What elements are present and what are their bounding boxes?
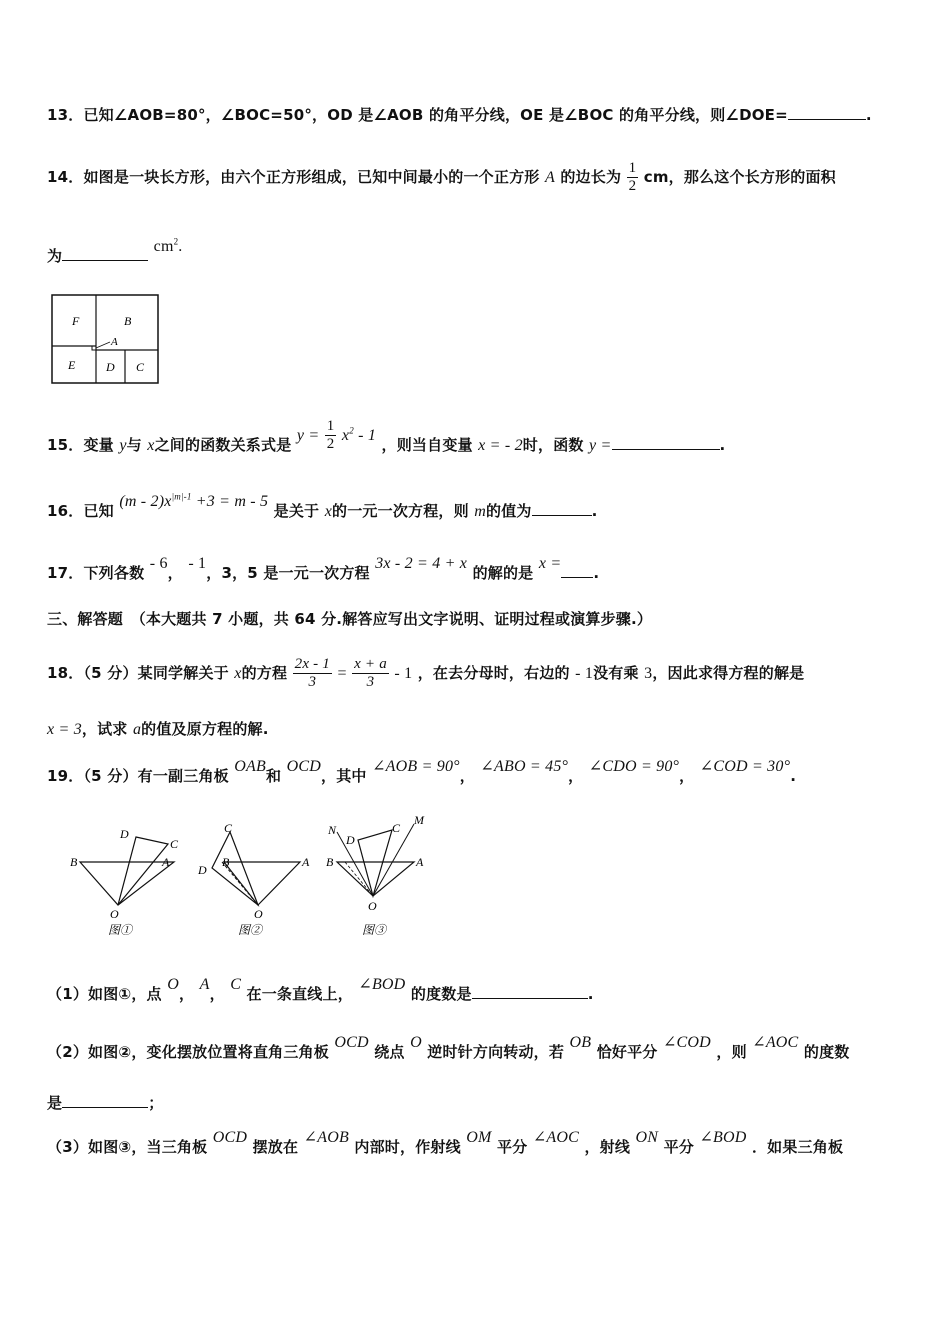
angle-cod: ∠COD = 30°: [699, 758, 791, 775]
separator: ，: [167, 564, 183, 582]
label-c: C: [224, 821, 233, 835]
answer-blank[interactable]: [612, 435, 720, 450]
caption-fig3: 图③: [362, 923, 387, 937]
label-a: A: [302, 855, 310, 869]
question-text: ，因此求得方程的解是: [652, 664, 805, 682]
numerator: 1: [326, 418, 335, 434]
variable-a: A: [544, 169, 555, 186]
exponent: 2: [349, 425, 354, 436]
label-a: A: [111, 336, 118, 348]
question-text: 的解的是: [472, 564, 534, 582]
period: .: [593, 564, 600, 582]
unit: cm: [153, 238, 174, 255]
question-text: 平分: [496, 1138, 528, 1156]
label-b: B: [124, 314, 132, 328]
formula: [119, 493, 268, 510]
formula-tail: - 1: [394, 665, 413, 682]
question-text: ，在去分母时，右边的: [417, 664, 570, 682]
question-text: 如图是一块长方形，由六个正方形组成，已知中间最小的一个正方形: [83, 168, 540, 186]
answer-lhs: y =: [589, 437, 612, 454]
question-19-part2-line2: [47, 1092, 163, 1113]
question-text: 的方程: [241, 664, 288, 682]
question-text: 恰好平分: [596, 1043, 658, 1061]
question-text: 时，函数: [522, 436, 584, 454]
question-text: ，则当自变量: [381, 436, 473, 454]
variable-x: x: [147, 437, 155, 454]
question-text: （5 分）某同学解关于: [83, 664, 229, 682]
variable-x: x: [234, 665, 242, 682]
label-d: D: [120, 827, 129, 841]
label-e: E: [68, 358, 76, 372]
triangle-ocd: [212, 832, 258, 905]
number: - 6: [149, 555, 168, 572]
point-o: O: [167, 976, 179, 993]
question-19: [47, 758, 797, 786]
separator: ，: [568, 767, 584, 785]
fraction-one-half: [627, 160, 639, 195]
ray-om: OM: [466, 1129, 492, 1146]
angle-cod: ∠COD: [662, 1034, 711, 1051]
triangle-ocd: OCD: [212, 1129, 248, 1146]
question-text: ，3，5 是一元一次方程: [206, 564, 370, 582]
label-c: C: [136, 360, 145, 374]
period: .: [865, 106, 872, 124]
question-14: [47, 160, 836, 195]
equals-sign: =: [337, 665, 347, 682]
figure-3: [326, 813, 425, 937]
separator: ，: [459, 767, 475, 785]
period: .: [719, 436, 726, 454]
denominator: 2: [326, 436, 335, 452]
variable-a: a: [132, 721, 142, 738]
exponent: |m|-1: [171, 491, 192, 502]
question-text: 为: [47, 247, 63, 265]
label-c: C: [170, 837, 179, 851]
separator: ，: [679, 767, 695, 785]
question-number: 15．: [47, 436, 84, 454]
semicolon: ；: [148, 1094, 164, 1112]
angle-aoc: ∠AOC: [532, 1129, 580, 1146]
unit-cm2: [154, 238, 183, 255]
question-text: 的值及原方程的解.: [141, 720, 269, 738]
question-text: cm，那么这个长方形的面积: [643, 168, 836, 186]
question-number: 18．: [47, 664, 84, 682]
question-text: 和: [266, 767, 282, 785]
caption-fig2: 图②: [238, 923, 263, 937]
formula-var: x: [341, 427, 350, 444]
question-text: ，射线: [584, 1138, 631, 1156]
pointer-line: [96, 342, 110, 348]
question-text: ，试求: [81, 720, 128, 738]
angle-cdo: ∠CDO = 90°: [588, 758, 680, 775]
answer-blank[interactable]: [532, 501, 592, 516]
question-number: 19．: [47, 767, 84, 785]
question-text: 是: [47, 1094, 63, 1112]
question-number: 16．: [47, 502, 84, 520]
period: .: [587, 985, 594, 1003]
period: .: [790, 767, 797, 785]
label-a: A: [162, 855, 170, 869]
question-text: （2）如图②，变化摆放位置将直角三角板: [47, 1043, 329, 1061]
question-text: 变量: [83, 436, 114, 454]
variable-m: m: [474, 503, 487, 520]
question-text: 绕点: [374, 1043, 405, 1061]
question-text: 平分: [663, 1138, 695, 1156]
fraction-left: [293, 656, 332, 691]
equation: x = 3: [47, 721, 82, 738]
question-text: 的一元一次方程，则: [332, 502, 469, 520]
formula-tail: +3 = m - 5: [191, 493, 269, 510]
question-13: [47, 104, 872, 125]
condition: x = - 2: [478, 437, 523, 454]
point-o: O: [410, 1034, 422, 1051]
label-o: O: [368, 899, 377, 913]
question-text: （5 分）有一副三角板: [83, 767, 229, 785]
triangle-oab: [80, 862, 174, 905]
question-text: （1）如图①，点: [47, 985, 162, 1003]
fraction-right: [352, 656, 389, 691]
question-17: [47, 555, 600, 583]
question-18: [47, 656, 804, 691]
angle-bod: ∠BOD: [358, 976, 406, 993]
question-text: 与: [126, 436, 142, 454]
question-text: 是关于: [273, 502, 320, 520]
label-n: N: [328, 823, 337, 837]
angle-abo: ∠ABO = 45°: [480, 758, 569, 775]
answer-blank[interactable]: [561, 563, 593, 578]
period: .: [178, 238, 183, 255]
label-b: B: [222, 855, 230, 869]
variable-y: y: [119, 437, 127, 454]
answer-lhs: x =: [538, 555, 562, 572]
ray-ob: OB: [569, 1034, 592, 1051]
question-text: 已知∠AOB=80°，∠BOC=50°，OD 是∠AOB 的角平分线，OE 是∠BOC 的角平分线，则∠DOE=: [83, 106, 788, 124]
question-14-line2: [47, 236, 183, 266]
ray-on: [337, 832, 373, 896]
section-heading: 三、解答题 （本大题共 7 小题，共 64 分.解答应写出文字说明、证明过程或演算步骤.）: [47, 610, 653, 628]
answer-blank[interactable]: [62, 246, 148, 261]
question-number: 13．: [47, 106, 84, 124]
answer-blank[interactable]: [788, 105, 866, 120]
triangle-oab: [224, 862, 300, 905]
angle-aob: ∠AOB: [303, 1129, 349, 1146]
question-19-part1: （1）如图①，点 O， A， C 在一条直线上， ∠BOD 的度数是 .: [47, 976, 594, 1003]
question-text: 内部时，作射线: [354, 1138, 461, 1156]
angle-aoc: ∠AOC: [752, 1034, 799, 1051]
question-19-part2: [47, 1034, 850, 1062]
question-text: 的度数是: [410, 985, 472, 1003]
number: 3: [644, 665, 653, 682]
label-d: D: [198, 863, 207, 877]
triangle-figures: [62, 810, 442, 942]
label-d: D: [346, 833, 355, 847]
label-f: F: [72, 314, 80, 328]
number: - 1: [575, 665, 594, 682]
denominator: 3: [308, 674, 317, 690]
question-text: 的边长为: [560, 168, 622, 186]
label-d: D: [106, 360, 115, 374]
number: - 1: [188, 555, 207, 572]
question-text: 在一条直线上，: [246, 985, 353, 1003]
numerator: x + a: [354, 656, 387, 672]
question-text: 之间的函数关系式是: [154, 436, 292, 454]
formula-lhs: y =: [296, 427, 320, 444]
label-m: M: [414, 813, 424, 827]
caption-fig1: 图①: [108, 923, 133, 937]
question-text: （3）如图③，当三角板: [47, 1138, 208, 1156]
question-15: [47, 418, 726, 463]
point-c: C: [230, 976, 242, 993]
question-number: 17．: [47, 564, 84, 582]
label-a: A: [416, 855, 424, 869]
formula-tail: - 1: [353, 427, 377, 444]
label-c: C: [392, 821, 401, 835]
period: .: [591, 502, 598, 520]
denominator: 2: [628, 178, 637, 194]
point-a: A: [199, 976, 210, 993]
question-text: ，其中: [321, 767, 367, 785]
angle-aob: ∠AOB = 90°: [372, 758, 460, 775]
question-text: 的度数: [803, 1043, 850, 1061]
question-text: 已知: [83, 502, 114, 520]
formula-rhs: [342, 427, 376, 444]
label-o: O: [110, 907, 119, 921]
question-18-line2: [47, 718, 269, 739]
answer-blank[interactable]: [62, 1093, 148, 1108]
figure-2: [197, 821, 310, 937]
equation: 3x - 2 = 4 + x: [375, 555, 468, 572]
question-text: ．如果三角板: [751, 1138, 844, 1156]
numerator: 2x - 1: [294, 656, 331, 672]
question-text: 下列各数: [83, 564, 145, 582]
ray-on: ON: [635, 1129, 659, 1146]
triangle-ocd: [118, 837, 168, 905]
triangle-ocd: OCD: [334, 1034, 369, 1051]
question-text: ，则: [716, 1043, 747, 1061]
question-16: [47, 491, 598, 521]
rectangle-squares-figure: [50, 293, 162, 387]
question-19-part3: [47, 1129, 844, 1157]
angle-bod: ∠BOD: [699, 1129, 747, 1146]
triangle-oab: OAB: [234, 758, 266, 775]
answer-blank[interactable]: [472, 984, 588, 999]
exponent: 2: [173, 236, 179, 247]
question-number: 14．: [47, 168, 84, 186]
question-text: 没有乘: [593, 664, 639, 682]
variable-x: x: [324, 503, 333, 520]
figure-1: [70, 827, 179, 937]
numerator: 1: [628, 160, 637, 176]
triangle-ocd: OCD: [286, 758, 322, 775]
label-b: B: [70, 855, 78, 869]
denominator: 3: [366, 674, 375, 690]
fraction-one-half: [325, 418, 337, 453]
question-text: 的值为: [486, 502, 532, 520]
question-text: 逆时针方向转动，若: [427, 1043, 565, 1061]
question-text: 摆放在: [252, 1138, 299, 1156]
label-o: O: [254, 907, 263, 921]
label-b: B: [326, 855, 334, 869]
formula-main: (m - 2)x: [119, 493, 172, 510]
